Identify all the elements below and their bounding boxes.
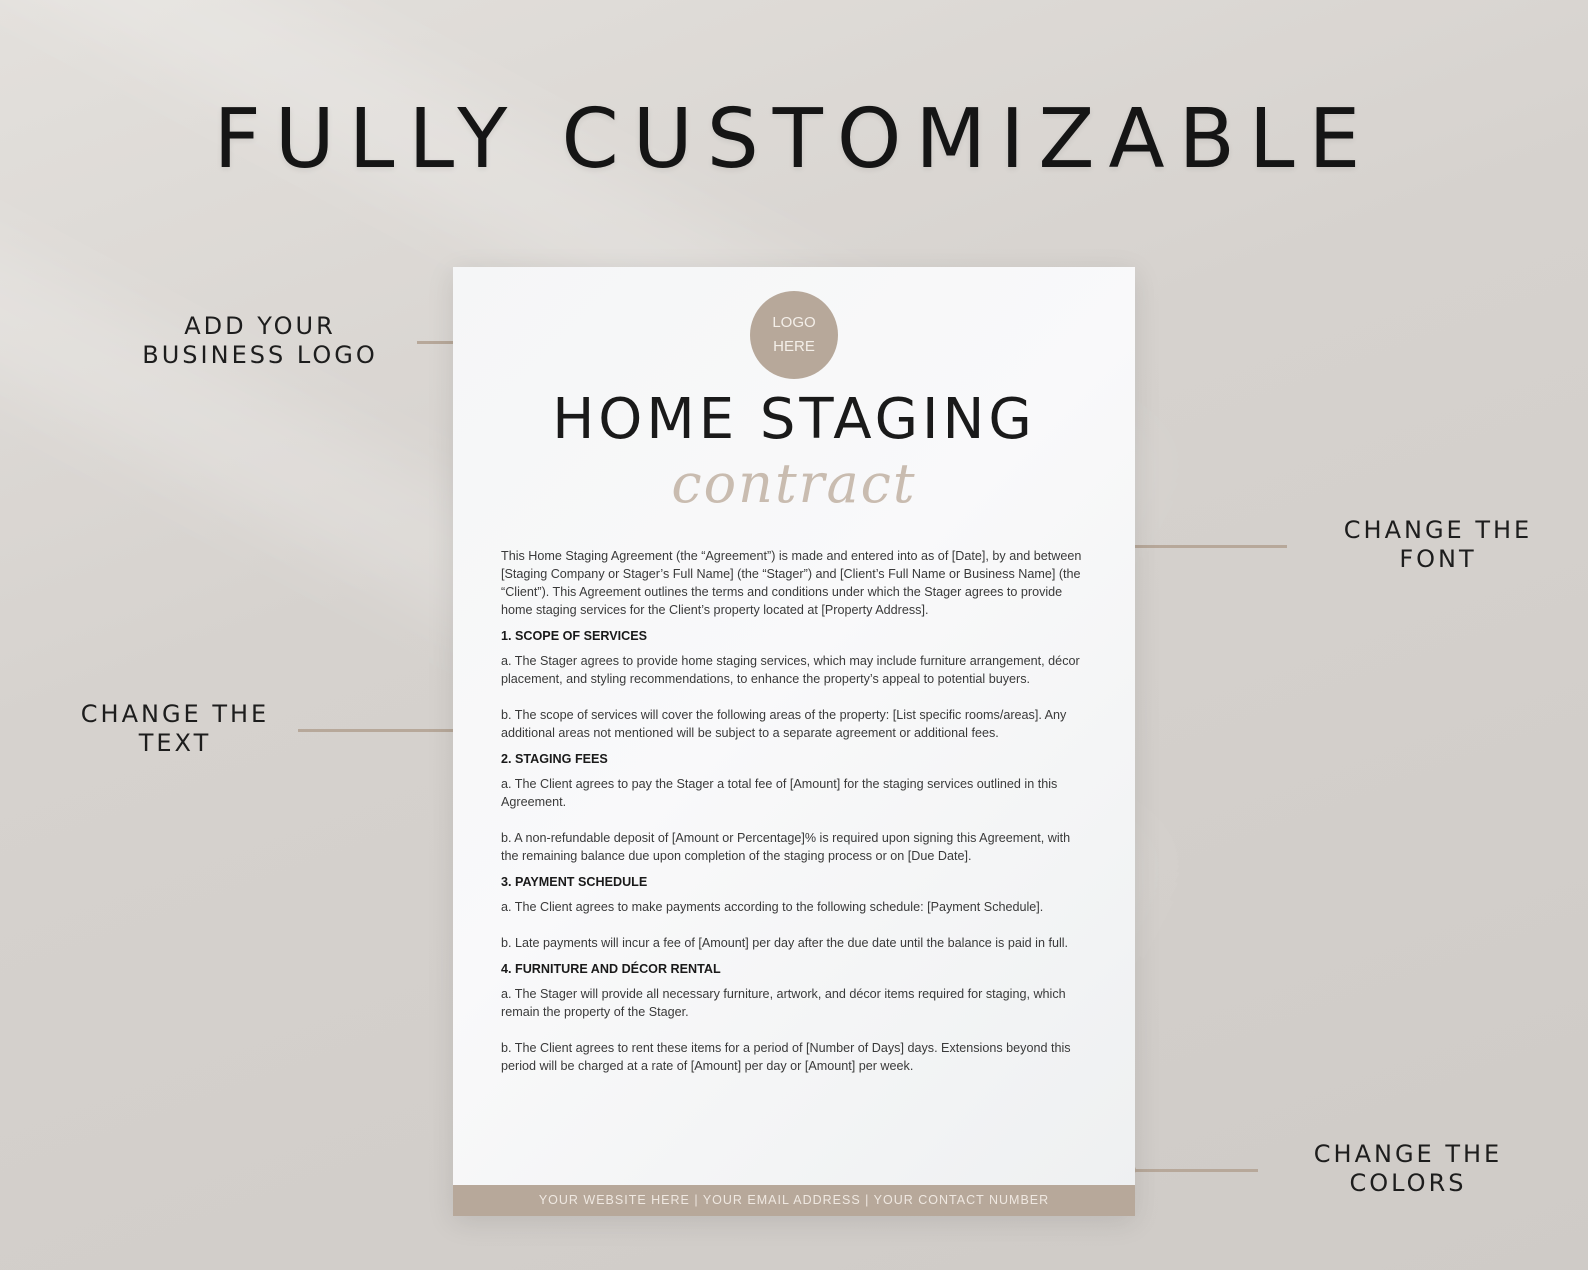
logo-line1: LOGO bbox=[772, 314, 816, 331]
logo-placeholder bbox=[750, 291, 838, 379]
callout-logo bbox=[140, 312, 380, 370]
intro-paragraph: This Home Staging Agreement (the “Agreement”) is made and entered into as of [Date], by and between [Staging Company or Stager’s Full Name] (the “Stager”) and [Client’s Full Name or Business Name] (the “Client”). This Agreement outlines the terms and conditions under which the Stager agrees to provide home staging services for the Client’s property located at [Property Address]. bbox=[501, 549, 1082, 617]
section-heading: 1. SCOPE OF SERVICES bbox=[501, 629, 648, 643]
section-heading: 2. STAGING FEES bbox=[501, 752, 608, 766]
section-heading: 4. FURNITURE AND DÉCOR RENTAL bbox=[501, 962, 721, 976]
callout-text-line1: CHANGE THE bbox=[80, 700, 270, 728]
contract-document bbox=[453, 267, 1135, 1216]
clause: a. The Client agrees to make payments according to the following schedule: [Payment Schedule]. bbox=[501, 900, 1044, 914]
callout-colors-connector bbox=[1130, 1169, 1258, 1172]
callout-colors-line1: CHANGE THE bbox=[1313, 1140, 1503, 1168]
callout-colors bbox=[1288, 1140, 1528, 1198]
clause: a. The Stager agrees to provide home staging services, which may include furniture arrangement, décor placement, and styling recommendations, to enhance the property’s appeal to potential buyers. bbox=[501, 654, 1080, 686]
clause: b. Late payments will incur a fee of [Amount] per day after the due date until the balance is paid in full. bbox=[501, 936, 1069, 950]
callout-logo-line1: ADD YOUR bbox=[184, 312, 336, 340]
clause: b. A non-refundable deposit of [Amount or Percentage]% is required upon signing this Agreement, with the remaining balance due upon completion of the staging process or on [Due Date]. bbox=[501, 831, 1071, 863]
headline: FULLY CUSTOMIZABLE bbox=[213, 92, 1375, 187]
document-body bbox=[501, 547, 1089, 1075]
clause: b. The scope of services will cover the following areas of the property: [List specific rooms/areas]. Any additional areas not mentioned will be subject to a separate agreement or additional fees. bbox=[501, 708, 1067, 740]
clause: a. The Stager will provide all necessary furniture, artwork, and décor items required for staging, which remain the property of the Stager. bbox=[501, 987, 1066, 1019]
callout-colors-line2: COLORS bbox=[1349, 1169, 1467, 1197]
document-footer: YOUR WEBSITE HERE | YOUR EMAIL ADDRESS | YOUR CONTACT NUMBER bbox=[453, 1185, 1135, 1216]
logo-line2: HERE bbox=[773, 338, 815, 355]
callout-text-line2: TEXT bbox=[138, 729, 212, 757]
callout-font bbox=[1318, 516, 1558, 574]
document-title: HOME STAGING bbox=[552, 387, 1036, 452]
callout-font-line2: FONT bbox=[1399, 545, 1477, 573]
callout-text-connector bbox=[298, 729, 478, 732]
callout-text bbox=[65, 700, 285, 758]
callout-font-line1: CHANGE THE bbox=[1343, 516, 1533, 544]
callout-logo-line2: BUSINESS LOGO bbox=[142, 341, 378, 369]
clause: b. The Client agrees to rent these items for a period of [Number of Days] days. Extensions beyond this period will be charged at a rate of [Amount] per day or [Amount] per week. bbox=[501, 1041, 1071, 1073]
document-subtitle: contract bbox=[671, 452, 917, 515]
section-heading: 3. PAYMENT SCHEDULE bbox=[501, 875, 648, 889]
clause: a. The Client agrees to pay the Stager a total fee of [Amount] for the staging services outlined in this Agreement. bbox=[501, 777, 1058, 809]
